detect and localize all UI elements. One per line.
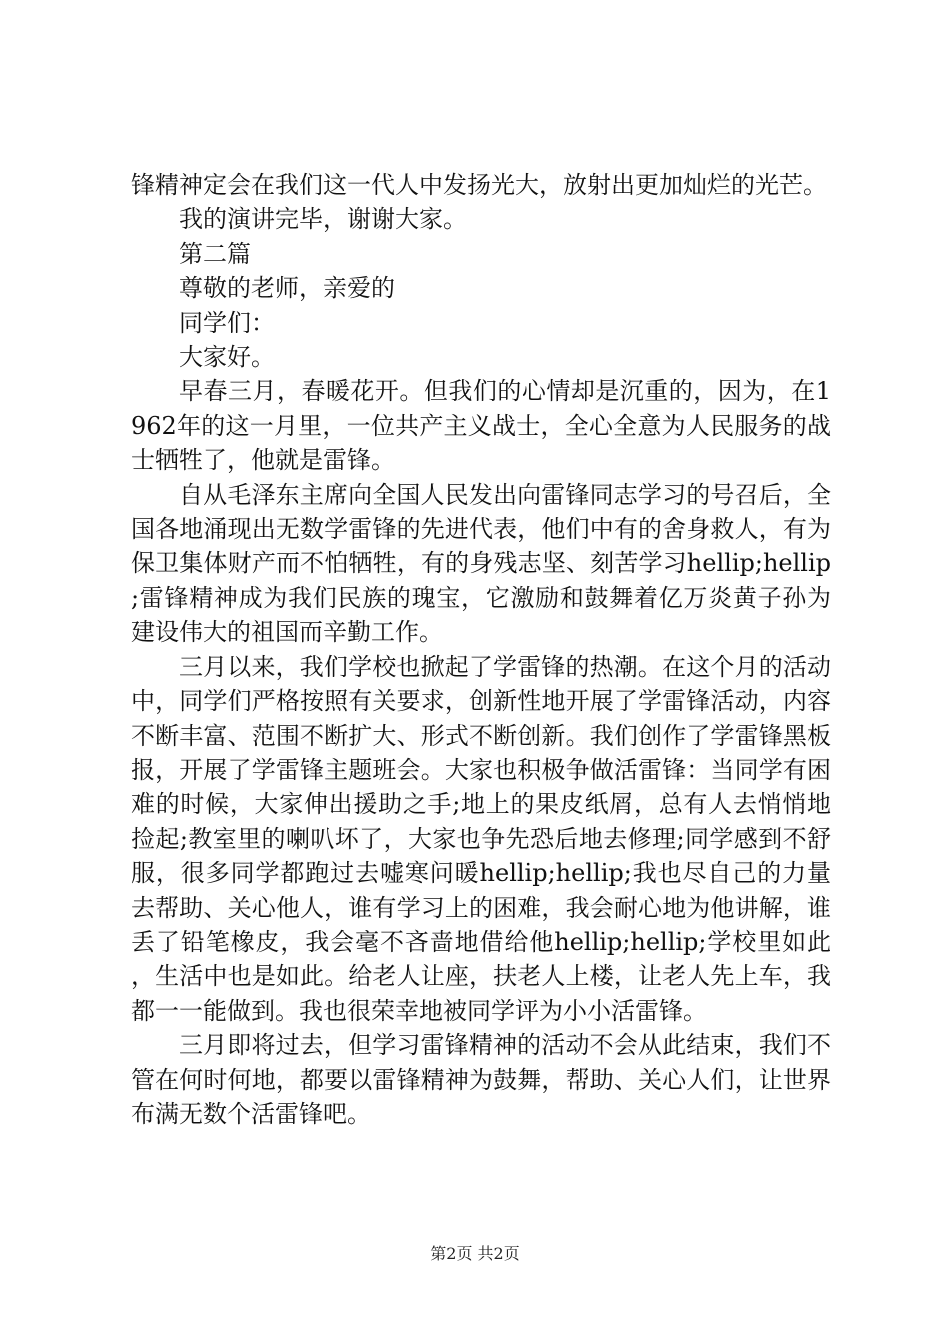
paragraph-continuation: 锋精神定会在我们这一代人中发扬光大，放射出更加灿烂的光芒。 [131, 171, 827, 199]
paragraph: 三月即将过去，但学习雷锋精神的活动不会从此结束，我们不管在何时何地，都要以雷锋精神为鼓舞，帮助、关心人们，让世界布满无数个活雷锋吧。 [131, 1031, 831, 1128]
greeting-line: 大家好。 [179, 343, 275, 372]
paragraph: 早春三月，春暖花开。但我们的心情却是沉重的，因为，在1962年的这一月里，一位共产主义战士，全心全意为人民服务的战士牺牲了，他就是雷锋。 [131, 377, 831, 475]
document-body [131, 168, 831, 1131]
paragraph-closing-remark: 我的演讲完毕，谢谢大家。 [179, 205, 467, 234]
page-footer: 第2页 共2页 [430, 1244, 520, 1263]
paragraph: 三月以来，我们学校也掀起了学雷锋的热潮。在这个月的活动中，同学们严格按照有关要求，创新性地开展了学雷锋活动，内容不断丰富、范围不断扩大、形式不断创新。我们创作了学雷锋黑板报，开展了学雷锋主题班会。大家也积极争做活雷锋：当同学有困难的时候，大家伸出援助之手;地上的果皮纸屑，总有人去悄悄地捡起;教室里的喇叭坏了，大家也争先恐后地去修理;同学感到不舒服，很多同学都跑过去嘘寒问暖hellip;hellip;我也尽自己的力量去帮助、关心他人，谁有学习上的困难，我会耐心地为他讲解，谁丢了铅笔橡皮，我会毫不吝啬地借给他hellip;hellip;学校里如此，生活中也是如此。给老人让座，扶老人上楼，让老人先上车，我都一一能做到。我也很荣幸地被同学评为小小活雷锋。 [131, 652, 831, 1025]
section-heading: 第二篇 [179, 239, 251, 268]
paragraph: 自从毛泽东主席向全国人民发出向雷锋同志学习的号召后，全国各地涌现出无数学雷锋的先进代表，他们中有的舍身救人，有为保卫集体财产而不怕牺牲，有的身残志坚、刻苦学习hellip;hellip;雷锋精神成为我们民族的瑰宝，它激励和鼓舞着亿万炎黄子孙为建设伟大的祖国而辛勤工作。 [131, 480, 831, 647]
salutation-line: 尊敬的老师，亲爱的 [179, 274, 395, 303]
salutation-line: 同学们： [179, 308, 275, 337]
